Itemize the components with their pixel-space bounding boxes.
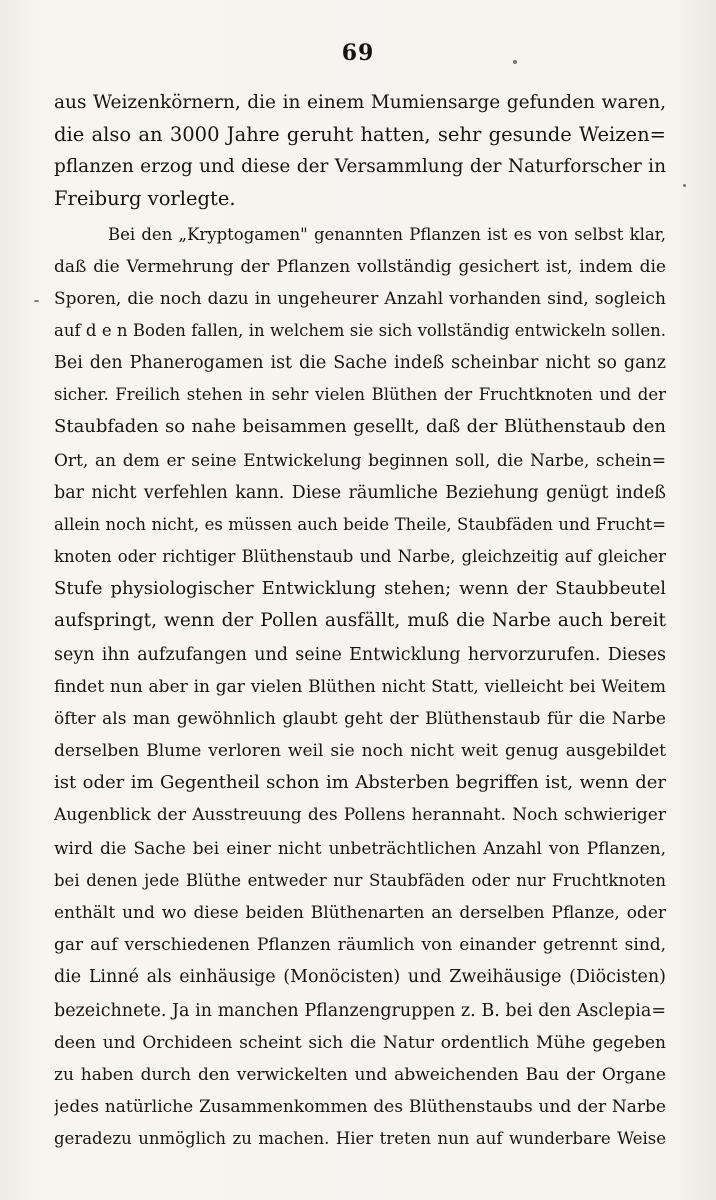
text-line: die Linné als einhäusige (Monöcisten) und Zweihäusige (Diöcisten) [54,967,666,987]
text-line: Bei den „Kryptogamen" genannten Pflanzen ist es von selbst klar, [108,225,666,244]
text-line: bei denen jede Blüthe entweder nur Staubfäden oder nur Fruchtknoten [54,871,666,890]
text-line: Augenblick der Ausstreuung des Pollens herannaht. Noch schwieriger [54,805,666,825]
text-line: Freiburg vorlegte. [54,187,236,210]
text-line: aufspringt, wenn der Pollen ausfällt, muß die Narbe auch bereit [54,610,666,631]
text-line: Bei den Phanerogamen ist die Sache indeß scheinbar nicht so ganz [54,353,666,373]
text-line: knoten oder richtiger Blüthenstaub und Narbe, gleichzeitig auf gleicher [54,547,666,566]
paper-speck [513,60,517,64]
text-line: die also an 3000 Jahre geruht hatten, sehr gesunde Weizen= [54,123,666,146]
text-line: gar auf verschiedenen Pflanzen räumlich von einander getrennt sind, [54,935,666,955]
text-line: wird die Sache bei einer nicht unbeträchtlichen Anzahl von Pflanzen, [54,839,666,859]
text-line: daß die Vermehrung der Pflanzen vollständig gesichert ist, indem die [54,257,666,277]
text-line: aus Weizenkörnern, die in einem Mumiensarge gefunden waren, [54,92,666,113]
text-line: derselben Blume verloren weil sie noch nicht weit genug ausgebildet [54,741,666,761]
text-line: deen und Orchideen scheint sich die Natur ordentlich Mühe gegeben [54,1033,666,1053]
text-line: auf d e n Boden fallen, in welchem sie sich vollständig entwickeln sollen. [54,321,666,340]
text-line: öfter als man gewöhnlich glaubt geht der Blüthenstaub für die Narbe [54,709,666,729]
text-line: ist oder im Gegentheil schon im Absterben begriffen ist, wenn der [54,772,666,793]
paper-speck [683,184,686,187]
text-line: enthält und wo diese beiden Blüthenarten an derselben Pflanze, oder [54,903,666,923]
text-line: Stufe physiologischer Entwicklung stehen; wenn der Staubbeutel [54,578,666,599]
text-line: findet nun aber in gar vielen Blüthen nicht Statt, vielleicht bei Weitem [54,677,666,697]
text-line: jedes natürliche Zusammenkommen des Blüthenstaubs und der Narbe [54,1097,666,1117]
text-line: sicher. Freilich stehen in sehr vielen Blüthen der Fruchtknoten und der [54,385,666,404]
text-line: Ort, an dem er seine Entwickelung beginnen soll, die Narbe, schein= [54,451,666,471]
text-line: allein noch nicht, es müssen auch beide Theile, Staubfäden und Frucht= [54,515,666,534]
text-line: zu haben durch den verwickelten und abweichenden Bau der Organe [54,1065,666,1085]
text-line: bar nicht verfehlen kann. Diese räumliche Beziehung genügt indeß [54,483,666,503]
text-line: geradezu unmöglich zu machen. Hier treten nun auf wunderbare Weise [54,1129,666,1148]
paper-speck [34,300,39,302]
text-line: bezeichnete. Ja in manchen Pflanzengruppen z. B. bei den Asclepia= [54,1001,666,1021]
text-line: seyn ihn aufzufangen und seine Entwicklung hervorzurufen. Dieses [54,645,666,665]
text-line: Sporen, die noch dazu in ungeheurer Anzahl vorhanden sind, sogleich [54,289,666,309]
text-line: Staubfaden so nahe beisammen gesellt, daß der Blüthenstaub den [54,416,666,437]
text-line: pflanzen erzog und diese der Versammlung der Naturforscher in [54,156,666,177]
page-number: 69 [341,40,375,66]
